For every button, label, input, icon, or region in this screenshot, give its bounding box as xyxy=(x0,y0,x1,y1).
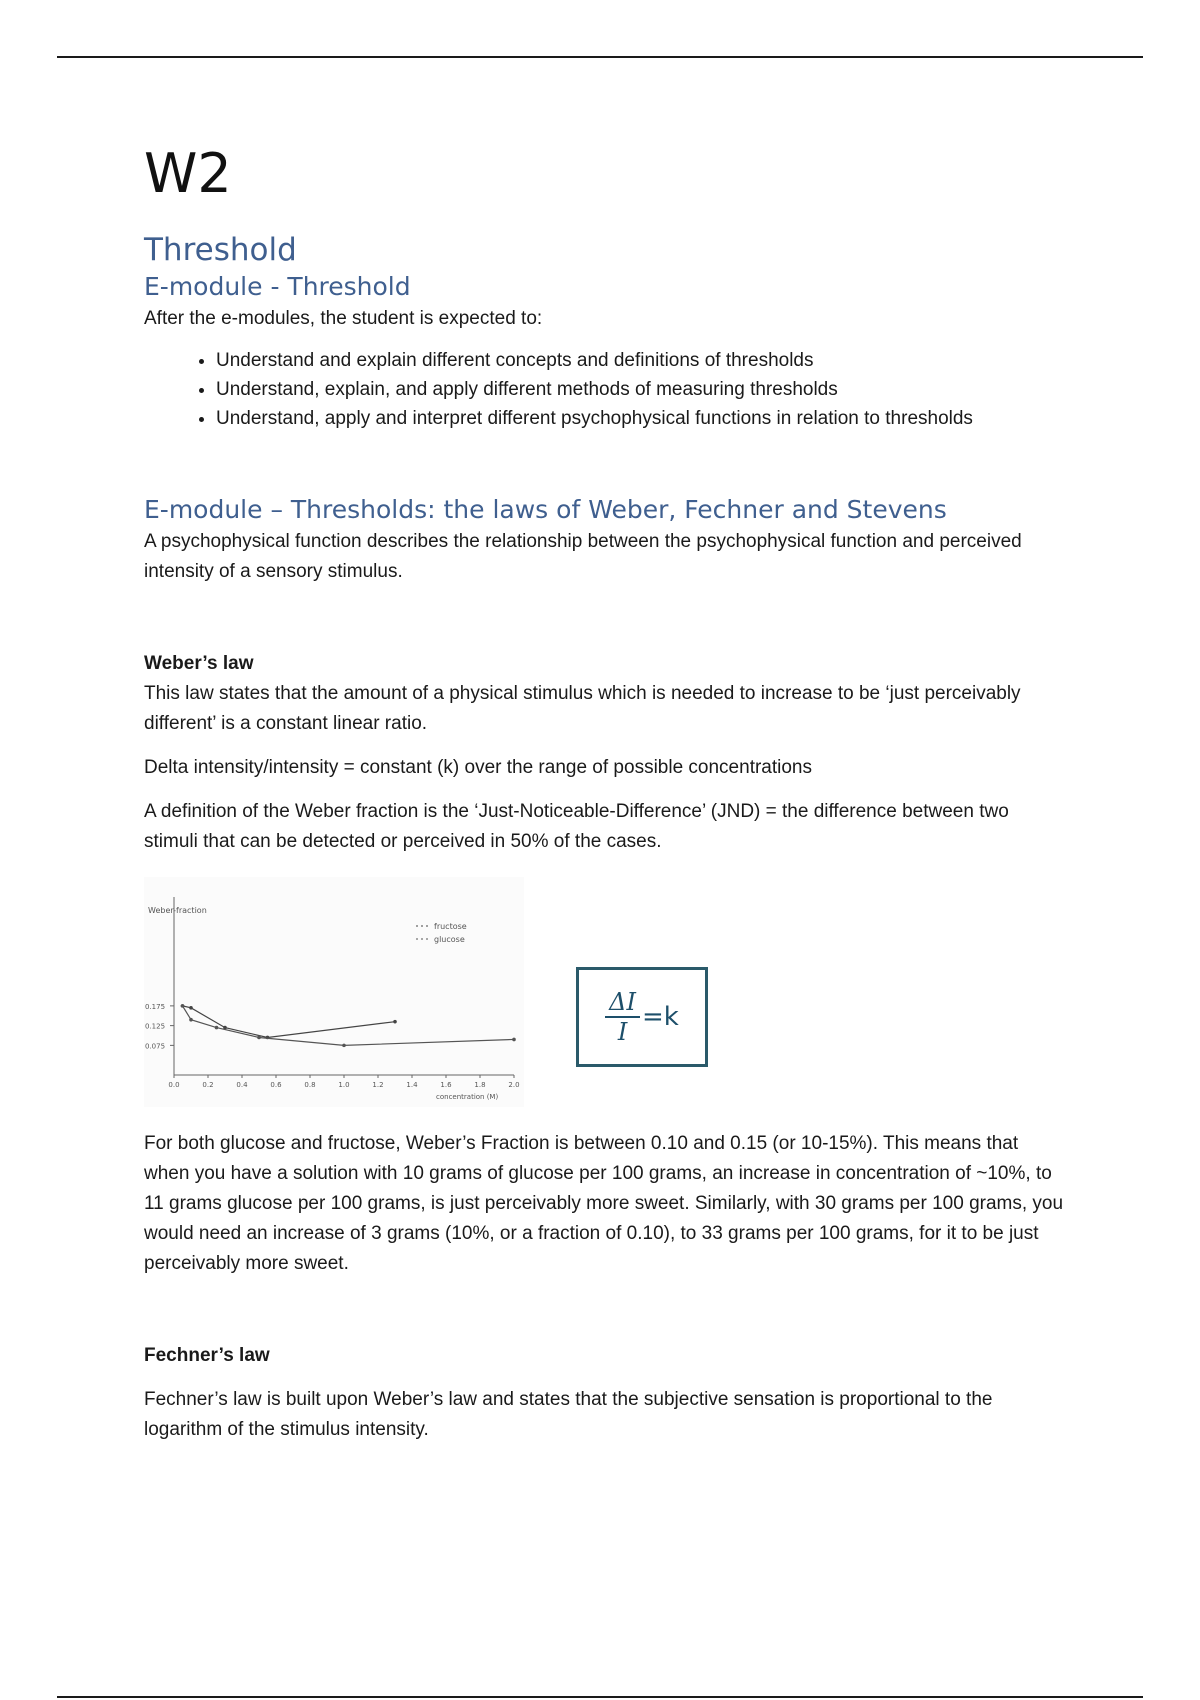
data-point-glucose xyxy=(215,1026,219,1030)
footer-rule xyxy=(57,1696,1143,1698)
formula-numerator: ΔI xyxy=(605,988,640,1018)
list-item: • Understand and explain different concepts and definitions of thresholds xyxy=(216,346,1064,375)
list-item: • Understand, explain, and apply different methods of measuring thresholds xyxy=(216,375,1064,404)
weber-paragraph-4: For both glucose and fructose, Weber’s Fraction is between 0.10 and 0.15 (or 10-15%). This means that when you have a solution with 10 grams of glucose per 100 grams, an increase in concentration of ~10%, to 11 grams glucose per 100 grams, is just perceivably more sweet. Similarly, with 30 grams per 100 grams, you would need an increase of 3 grams (10%, or a fraction of 0.10), to 33 grams per 100 grams, for it to be just perceivably more sweet. xyxy=(144,1133,1064,1274)
x-axis-label: concentration (M) xyxy=(436,1093,499,1101)
x-tick-label: 0.2 xyxy=(202,1081,214,1089)
x-tick-label: 0.4 xyxy=(236,1081,248,1089)
data-point-glucose xyxy=(189,1018,193,1022)
objectives-list xyxy=(144,346,1064,433)
y-tick-label: 0.075 xyxy=(145,1042,166,1051)
objectives-intro: After the e-modules, the student is expected to: xyxy=(144,308,543,329)
x-tick-label: 2.0 xyxy=(508,1081,520,1089)
document-title: W2 xyxy=(144,142,232,205)
data-point-glucose xyxy=(181,1004,185,1008)
x-tick-label: 1.2 xyxy=(372,1081,384,1089)
weber-paragraph-2: Delta intensity/intensity = constant (k) over the range of possible concentrations xyxy=(144,757,812,778)
x-tick-label: 0.0 xyxy=(168,1081,180,1089)
x-tick-label: 1.8 xyxy=(474,1081,486,1089)
x-tick-label: 0.8 xyxy=(304,1081,316,1089)
legend-label-fructose: fructose xyxy=(434,922,467,931)
weber-heading: Weber’s law xyxy=(144,653,254,674)
data-point-glucose xyxy=(512,1038,516,1042)
x-tick-label: 1.6 xyxy=(440,1081,452,1089)
fechner-heading: Fechner’s law xyxy=(144,1345,270,1366)
weber-paragraph-1: This law states that the amount of a physical stimulus which is needed to increase to be ‘just perceivably different’ is a constant linear ratio. xyxy=(144,683,1021,734)
data-point-fructose xyxy=(393,1020,397,1024)
document-body xyxy=(144,130,1064,1445)
formula-denominator: I xyxy=(617,1018,628,1046)
subsection-heading-threshold: E-module - Threshold xyxy=(144,272,411,301)
y-tick-label: 0.125 xyxy=(145,1022,166,1031)
formula-rhs: =k xyxy=(641,1002,679,1032)
y-axis-label: Weber-fraction xyxy=(148,906,207,915)
subsection-heading-laws: E-module – Thresholds: the laws of Weber, Fechner and Stevens xyxy=(144,495,947,524)
x-tick-label: 1.4 xyxy=(406,1081,418,1089)
psychophysical-intro: A psychophysical function describes the relationship between the psychophysical function and perceived intensity of a sensory stimulus. xyxy=(144,531,1022,582)
weber-formula-box xyxy=(576,967,708,1067)
data-point-glucose xyxy=(257,1036,261,1040)
weber-formula-fraction xyxy=(605,988,640,1046)
data-point-glucose xyxy=(342,1044,346,1048)
section-title: Threshold xyxy=(144,232,297,268)
data-point-fructose xyxy=(189,1006,193,1010)
fechner-paragraph-1: Fechner’s law is built upon Weber’s law and states that the subjective sensation is proportional to the logarithm of the stimulus intensity. xyxy=(144,1389,993,1440)
x-tick-label: 0.6 xyxy=(270,1081,282,1089)
header-rule xyxy=(57,56,1143,58)
x-tick-label: 1.0 xyxy=(338,1081,350,1089)
y-tick-label: 0.175 xyxy=(145,1002,166,1011)
list-item: • Understand, apply and interpret different psychophysical functions in relation to thresholds xyxy=(216,404,1064,433)
legend-label-glucose: glucose xyxy=(434,935,465,944)
weber-figure xyxy=(144,877,1064,1107)
weber-fraction-chart xyxy=(144,877,524,1107)
weber-paragraph-3: A definition of the Weber fraction is the ‘Just-Noticeable-Difference’ (JND) = the difference between two stimuli that can be detected or perceived in 50% of the cases. xyxy=(144,801,1009,852)
